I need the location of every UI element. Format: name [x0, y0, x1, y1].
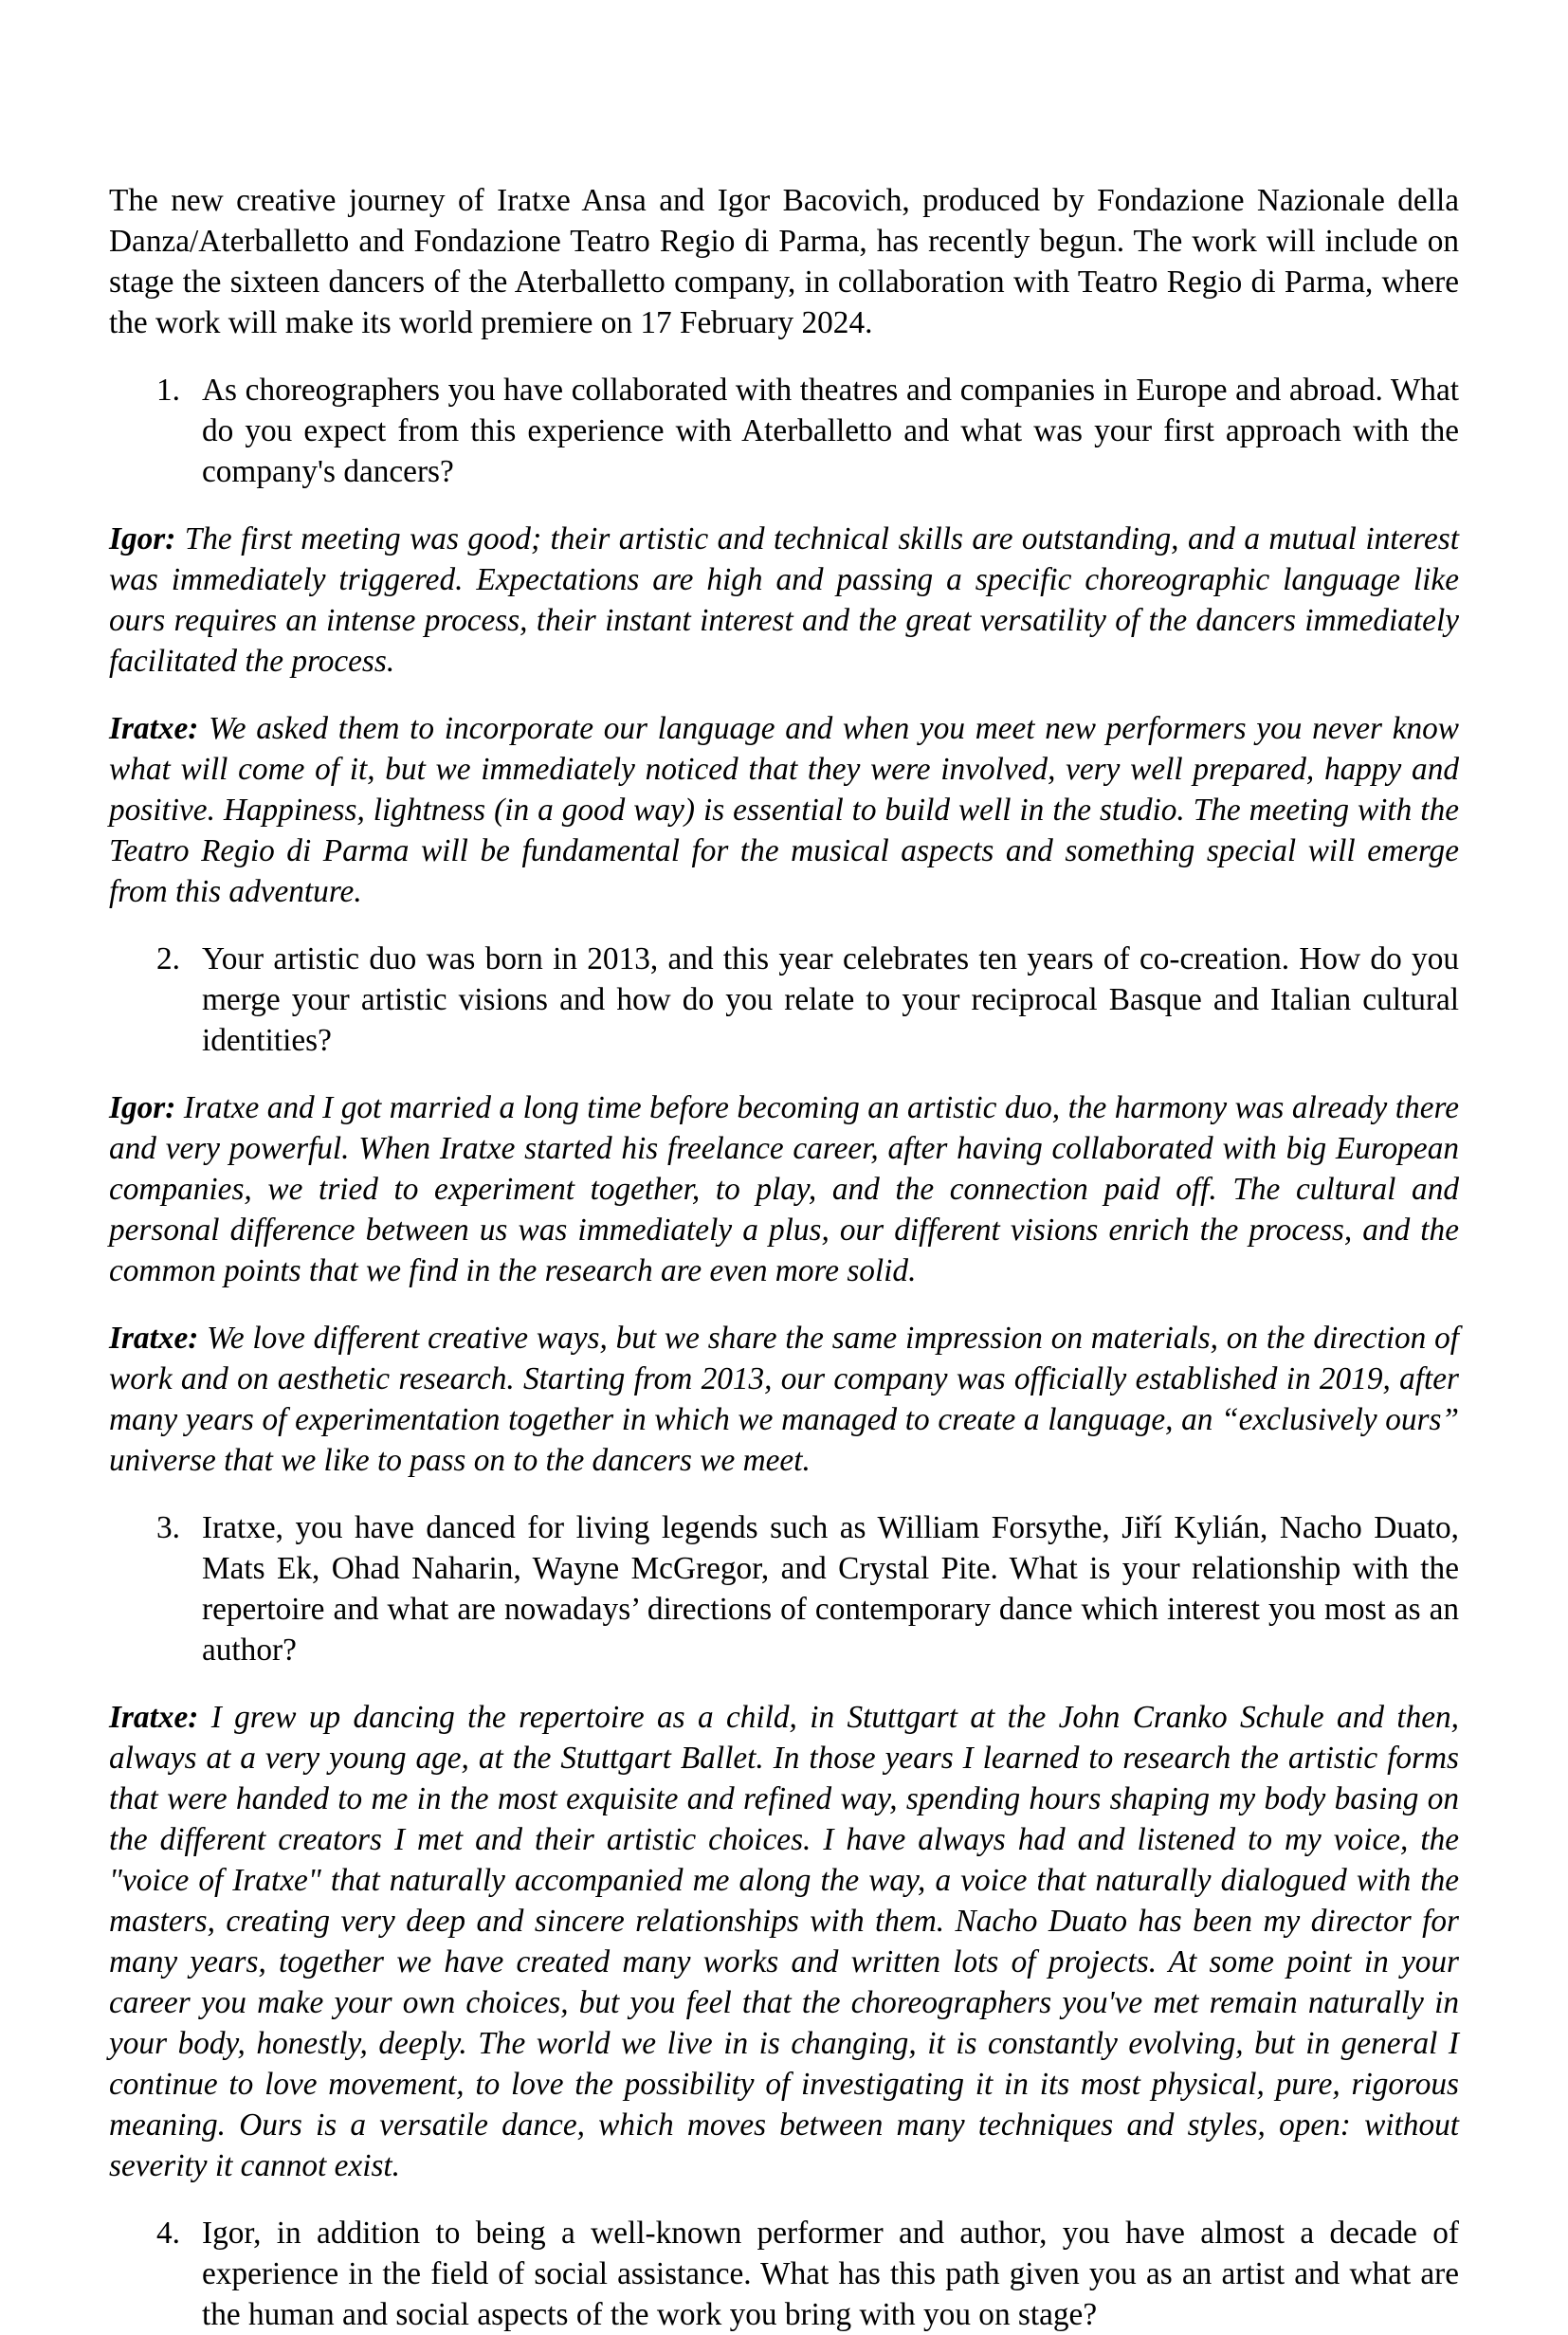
question-number: 4. — [156, 2216, 180, 2251]
speaker-label: Igor: — [109, 1090, 176, 1125]
question-item-2 — [156, 939, 1459, 1061]
speaker-label: Igor: — [109, 521, 176, 556]
question-number: 1. — [156, 373, 180, 408]
question-text: Igor, in addition to being a well-known performer and author, you have almost a decade of experience in the field of social assistance. What has this path given you as an artist and what are the human and social aspects of the work you bring with you on stage? — [202, 2216, 1459, 2332]
intro-paragraph: The new creative journey of Iratxe Ansa and Igor Bacovich, produced by Fondazione Nazionale della Danza/Aterballetto and Fondazione Teatro Regio di Parma, has recently begun. The work will include on stage the sixteen dancers of the Aterballetto company, in collaboration with Teatro Regio di Parma, where the work will make its world premiere on 17 February 2024. — [109, 183, 1459, 340]
question-text: Iratxe, you have danced for living legends such as William Forsythe, Jiří Kylián, Nacho Duato, Mats Ek, Ohad Naharin, Wayne McGregor, and Crystal Pite. What is your relationship with the repertoire and what are nowadays’ directions of contemporary dance which interest you most as an author? — [202, 1510, 1459, 1668]
answer-text: Iratxe and I got married a long time before becoming an artistic duo, the harmony was already there and very powerful. When Iratxe started his freelance career, after having collaborated with big European companies, we tried to experiment together, to play, and the connection paid off. The cultural and personal difference between us was immediately a plus, our different visions enrich the process, and the common points that we find in the research are even more solid. — [109, 1090, 1459, 1288]
answer-text: The first meeting was good; their artistic and technical skills are outstanding, and a mutual interest was immediately triggered. Expectations are high and passing a specific choreographic language like ours requires an intense process, their instant interest and the great versatility of the dancers immediately facilitated the process. — [109, 521, 1459, 679]
question-text: As choreographers you have collaborated with theatres and companies in Europe and abroad. What do you expect from this experience with Aterballetto and what was your first approach with the company's dancers? — [202, 373, 1459, 489]
question-number: 3. — [156, 1510, 180, 1545]
answer-paragraph-iratxe-3 — [109, 1697, 1459, 2186]
speaker-label: Iratxe: — [109, 1700, 199, 1735]
answer-text: We asked them to incorporate our language and when you meet new performers you never know what will come of it, but we immediately noticed that they were involved, very well prepared, happy and positive. Happiness, lightness (in a good way) is essential to build well in the studio. The meeting with the Teatro Regio di Parma will be fundamental for the musical aspects and something special will emerge from this adventure. — [109, 711, 1460, 909]
question-text: Your artistic duo was born in 2013, and this year celebrates ten years of co-creation. How do you merge your artistic visions and how do you relate to your reciprocal Basque and Italian cultural identities? — [202, 941, 1459, 1058]
speaker-label: Iratxe: — [109, 1321, 199, 1356]
answer-paragraph-igor-1 — [109, 519, 1459, 682]
answer-paragraph-iratxe-2 — [109, 1318, 1459, 1481]
answer-paragraph-igor-2 — [109, 1087, 1459, 1291]
speaker-label: Iratxe: — [109, 711, 199, 746]
question-item-3 — [156, 1507, 1459, 1670]
question-number: 2. — [156, 941, 180, 976]
question-item-4 — [156, 2213, 1459, 2335]
question-item-1 — [156, 370, 1459, 492]
answer-paragraph-iratxe-1 — [109, 708, 1459, 912]
answer-text: I grew up dancing the repertoire as a child, in Stuttgart at the John Cranko Schule and then, always at a very young age, at the Stuttgart Ballet. In those years I learned to research the artistic forms that were handed to me in the most exquisite and refined way, spending hours shaping my body basing on the different creators I met and their artistic choices. I have always had and listened to my voice, the "voice of Iratxe" that naturally accompanied me along the way, a voice that naturally dialogued with the masters, creating very deep and sincere relationships with them. Nacho Duato has been my director for many years, together we have created many works and written lots of projects. At some point in your career you make your own choices, but you feel that the choreographers you've met remain naturally in your body, honestly, deeply. The world we live in is changing, it is constantly evolving, but in general I continue to love movement, to love the possibility of investigating it in its most physical, pure, rigorous meaning. Ours is a versatile dance, which moves between many techniques and styles, open: without severity it cannot exist. — [109, 1700, 1459, 2183]
answer-text: We love different creative ways, but we share the same impression on materials, on the direction of work and on aesthetic research. Starting from 2013, our company was officially established in 2019, after many years of experimentation together in which we managed to create a language, an “exclusively ours” universe that we like to pass on to the dancers we meet. — [109, 1321, 1459, 1478]
